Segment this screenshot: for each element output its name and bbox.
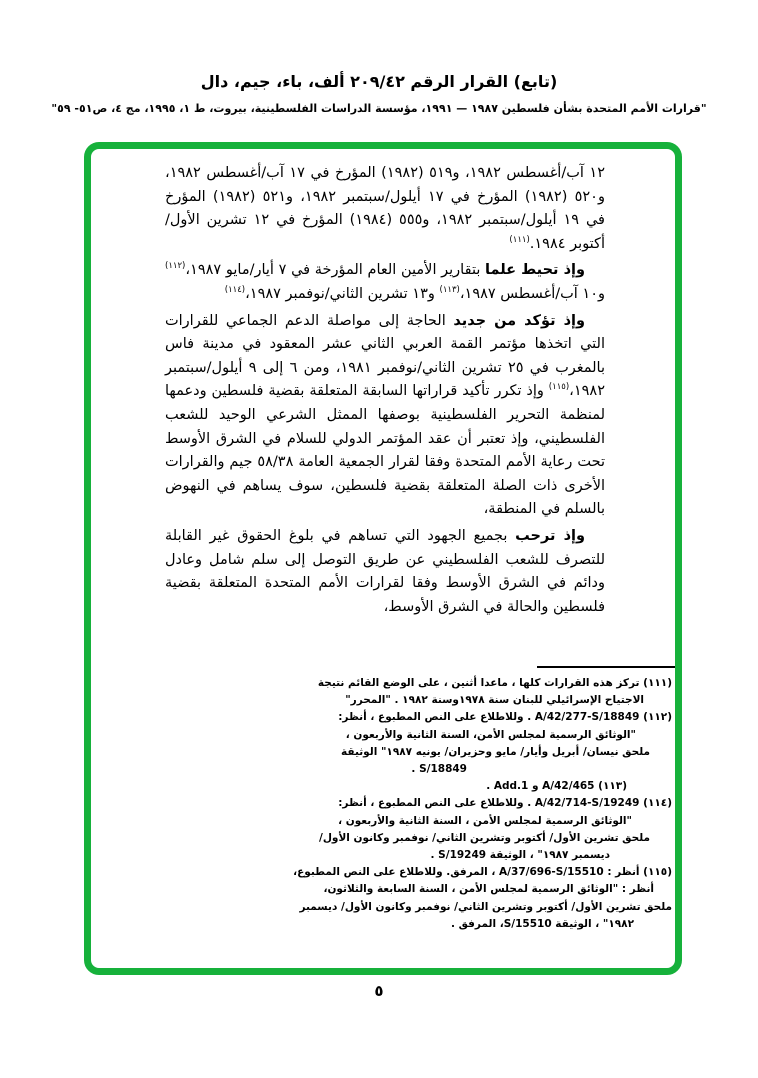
footnote-ref: (١١١)	[509, 234, 530, 245]
footnote-separator	[537, 666, 675, 668]
paragraph-segment: ١٢ آب/أغسطس ١٩٨٢، و٥١٩ (١٩٨٢) المؤرخ في ١٧ آب/أغسطس ١٩٨٢، و٥٢٠ (١٩٨٢) المؤرخ في ١٧ أيلول/سبتمبر ١٩٨٢، و٥٢١ (١٩٨٢) المؤرخ في ١٩ أيلول/سبتمبر ١٩٨٢، و٥٥٥ (١٩٨٤) المؤرخ في ١٢ تشرين الأول/أكتوبر ١٩٨٤.	[165, 165, 605, 252]
footnote-ref: (١١٥)	[548, 382, 570, 393]
paragraph-segment: و١٣ تشرين الثاني/نوفمبر ١٩٨٧،	[245, 285, 440, 302]
paragraph-segment: الحاجة إلى مواصلة الدعم الجماعي للقرارات التي اتخذها مؤتمر القمة العربي الثاني عشر المعقود في مدينة فاس بالمغرب في ٢٥ تشرين الثاني/نوفمبر ١٩٨١، ومن ٦ إلى ٩ أيلول/سبتمبر ١٩٨٢،	[165, 312, 605, 400]
footnote-line: (١١٢) A/42/277-S/18849 . وللاطلاع على النص المطبوع ، أنظر:	[338, 711, 672, 724]
paragraph-segment: وإذ تؤكد من جديد	[453, 312, 585, 329]
footnote-line: ١٩٨٢" ، الوثيقة S/15510، المرفق .	[450, 917, 634, 930]
paragraph-segment: وإذ ترحب	[515, 527, 585, 544]
paragraph-segment: وإذ تكرر تأكيد قراراتها السابقة المتعلقة بقضية فلسطين ودعمها لمنظمة التحرير الفلسطينية بوصفها الممثل الشرعي الوحيد للشعب الفلسطيني، وإذ تعتبر أن عقد المؤتمر الدولي للسلام في الشرق الأوسط تحت رعاية الأمم المتحدة وفقا لقرار الجمعية العامة ٥٨/٣٨ جيم والقرارات الأخرى ذات الصلة المتعلقة بقضية فلسطين، سوف يساهم في النهوض بالسلم في المنطقة،	[165, 383, 605, 518]
paragraph-segment: و١٠ آب/أغسطس ١٩٨٧،	[459, 285, 605, 302]
footnote-line: ملحق تشرين الأول/ أكتوبر وتشرين الثاني/ نوفمبر وكانون الأول/	[318, 831, 650, 844]
body-paragraph	[165, 525, 605, 619]
footnote-line: S/18849 .	[411, 763, 467, 776]
body-paragraph	[165, 259, 605, 306]
footnote-line: ملحق نيسان/ أبريل وأيار/ مايو وحزيران/ يونيه ١٩٨٧" الوثيقة	[341, 745, 650, 758]
paragraph-segment: بجميع الجهود التي تساهم في بلوغ الحقوق غير القابلة للتصرف للشعب الفلسطيني عن طريق التوصل إلى سلم شامل وعادل ودائم في الشرق الأوسط وفقا لقرارات الأمم المتحدة المتعلقة بقضية فلسطين والحالة في الشرق الأوسط،	[165, 527, 605, 615]
footnote-ref: (١١٤)	[224, 285, 246, 296]
footnote-line: ديسمبر ١٩٨٧" ، الوثيقة S/19249 .	[430, 849, 610, 862]
footnote-line: (١١١) تركز هذه القرارات كلها ، ماعدا أثنين ، على الوضع القائم نتيجة	[317, 677, 672, 689]
body-paragraph	[165, 162, 605, 256]
paragraph-segment: وإذ تحيط علما	[485, 262, 585, 279]
source-citation: "قرارات الأمم المتحدة بشأن فلسطين ١٩٨٧ — ١٩٩١، مؤسسة الدراسات الفلسطينية، بيروت، ط ١، ١٩٩٥، مج ٤، ص٥١- ٥٩"	[51, 102, 707, 115]
footnote-line: "الوثائق الرسمية لمجلس الأمن، السنة الثانية والأربعون ،	[345, 728, 636, 741]
body-text	[165, 162, 605, 622]
footnotes	[272, 675, 672, 933]
footnote-line: "الوثائق الرسمية لمجلس الأمن ، السنة الثانية والأربعون ،	[338, 814, 632, 827]
footnote-line: ملحق تشرين الأول/ أكتوبر وتشرين الثاني/ نوفمبر وكانون الأول/ ديسمبر	[299, 900, 672, 913]
footnote-line: أنظر : "الوثائق الرسمية لمجلس الأمن ، السنة السابعة والثلاثون،	[323, 883, 654, 896]
page-number: ٥	[374, 982, 384, 1000]
body-paragraph	[165, 310, 605, 522]
footnote-line: الاجتياح الإسرائيلي للبنان سنة ١٩٧٨وسنة ١٩٨٢ . "المحرر"	[345, 694, 644, 707]
footnote-line: (١١٣) A/42/465 و Add.1 .	[486, 780, 627, 793]
footnote-ref: (١١٣)	[439, 285, 460, 296]
footnote-line: (١١٥) أنظر : A/37/696-S/15510 ، المرفق. وللاطلاع على النص المطبوع،	[293, 866, 672, 879]
footnote-line: (١١٤) A/42/714-S/19249 . وللاطلاع على النص المطبوع ، أنظر:	[338, 797, 672, 810]
page-title: (تابع) القرار الرقم ٢٠٩/٤٢ ألف، باء، جيم، دال	[200, 72, 558, 91]
footnote-ref: (١١٢)	[165, 261, 186, 272]
paragraph-segment: بتقارير الأمين العام المؤرخة في ٧ أيار/مايو ١٩٨٧،	[185, 262, 486, 279]
